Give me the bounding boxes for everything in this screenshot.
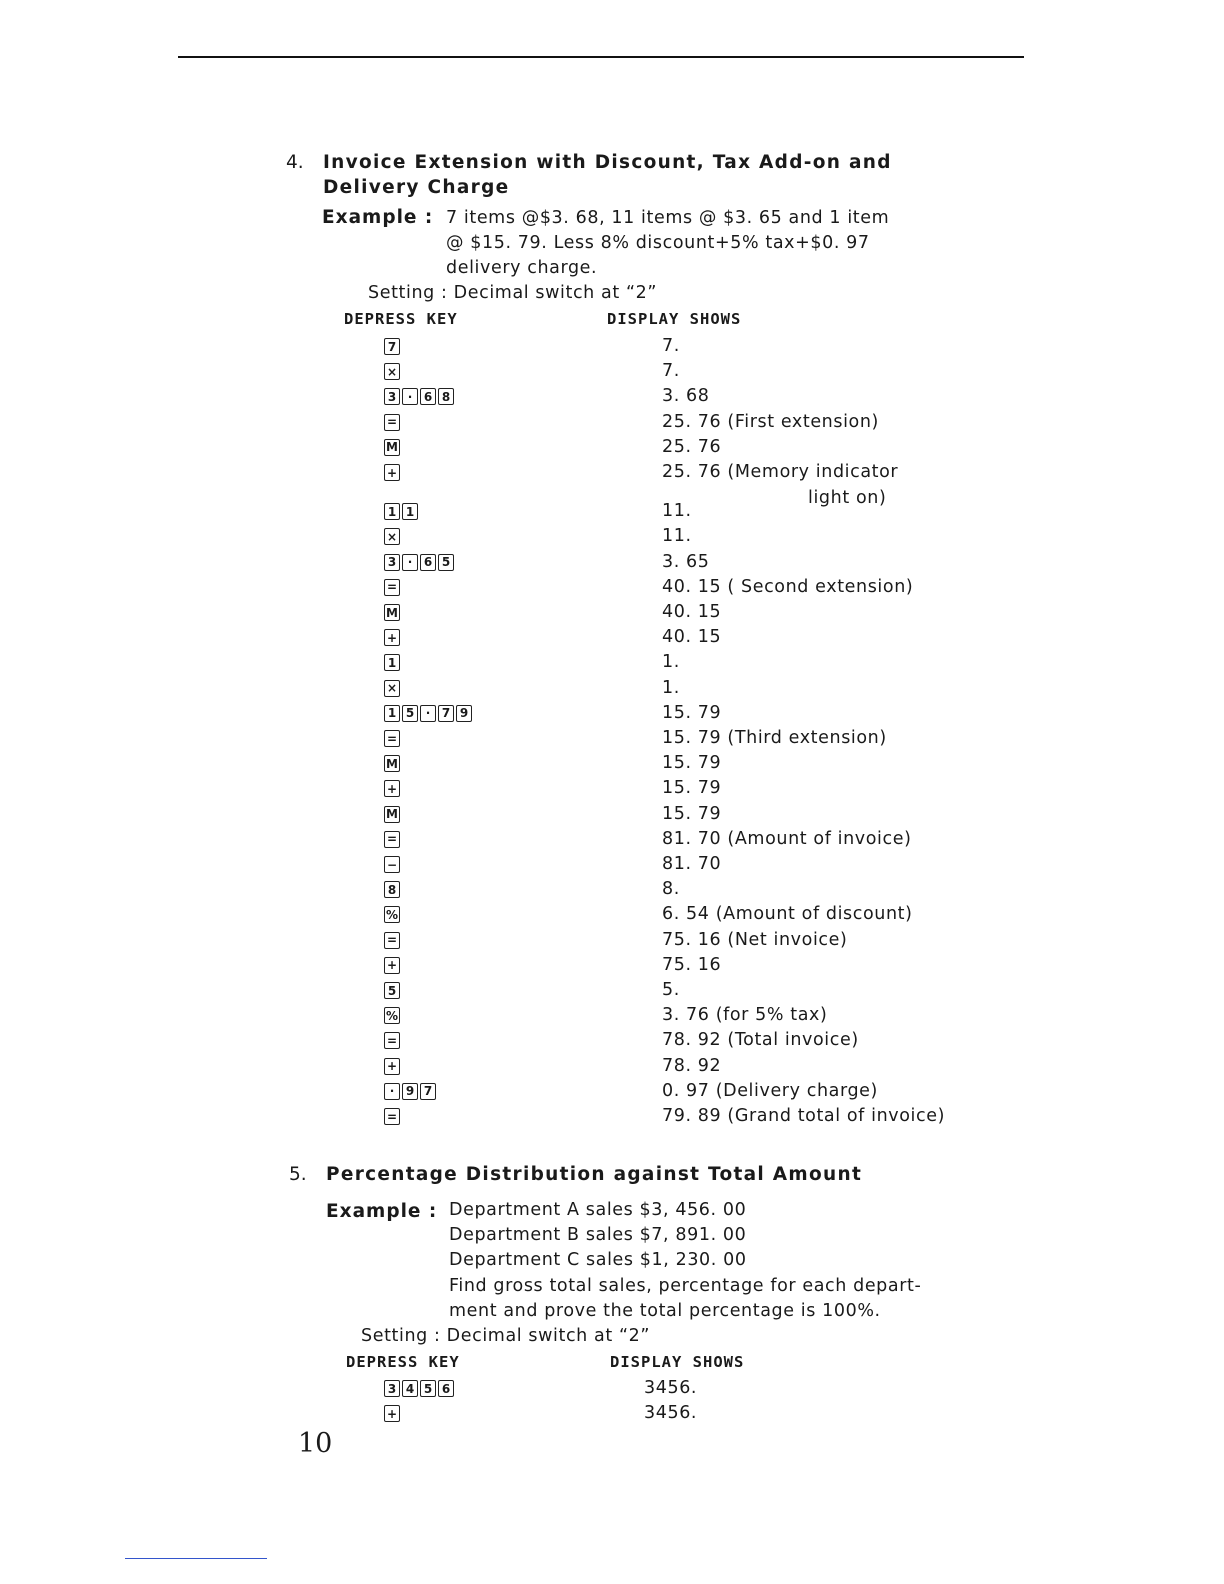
calculator-key: 5 <box>384 982 400 999</box>
key-row <box>0 600 1224 625</box>
key-sequence <box>384 410 400 435</box>
display-value: 81. 70 (Amount of invoice) <box>662 828 912 849</box>
display-value: 78. 92 (Total invoice) <box>662 1030 859 1051</box>
section5-example-line: Find gross total sales, percentage for each depart- <box>449 1275 922 1296</box>
key-sequence <box>384 928 400 953</box>
page-number: 10 <box>298 1428 333 1459</box>
section5-example-label: Example : <box>326 1201 438 1222</box>
display-value: 78. 92 <box>662 1055 722 1076</box>
calculator-key: 1 <box>402 503 418 520</box>
key-row <box>0 650 1224 675</box>
display-value: 3. 65 <box>662 551 710 572</box>
key-row <box>0 701 1224 726</box>
key-row <box>0 852 1224 877</box>
display-value: 40. 15 <box>662 627 722 648</box>
key-row <box>0 1028 1224 1053</box>
key-row <box>0 676 1224 701</box>
section4-example-label: Example : <box>322 207 434 228</box>
section5-depress-key-header: DEPRESS KEY <box>346 1353 460 1371</box>
calculator-key: 5 <box>438 554 454 571</box>
key-row <box>0 1054 1224 1079</box>
bottom-rule <box>125 1558 267 1559</box>
calculator-key: 8 <box>438 388 454 405</box>
key-sequence <box>384 435 400 460</box>
calculator-key: = <box>384 831 400 848</box>
key-sequence <box>384 1028 400 1053</box>
key-sequence <box>384 1376 454 1401</box>
display-value: 11. <box>662 501 692 522</box>
section5-example-line: Department A sales $3, 456. 00 <box>449 1200 747 1220</box>
key-sequence <box>384 802 400 827</box>
calculator-key: 5 <box>402 705 418 722</box>
section5-display-header: DISPLAY SHOWS <box>610 1353 745 1371</box>
display-value: 15. 79 (Third extension) <box>662 728 887 748</box>
key-row <box>0 384 1224 409</box>
key-sequence <box>384 460 400 485</box>
calculator-key: M <box>384 604 400 621</box>
display-value: 11. <box>662 526 692 547</box>
display-value: 25. 76 (Memory indicator <box>662 462 899 482</box>
display-value: 0. 97 (Delivery charge) <box>662 1080 878 1101</box>
key-sequence <box>384 625 400 650</box>
section4-example-text <box>446 206 889 282</box>
calculator-key: + <box>384 1405 400 1422</box>
key-row <box>0 953 1224 978</box>
calculator-key: + <box>384 464 400 481</box>
display-value: 15. 79 <box>662 753 722 774</box>
calculator-key: 3 <box>384 1380 400 1397</box>
calculator-key: = <box>384 414 400 431</box>
display-value: 25. 76 <box>662 436 722 457</box>
key-sequence <box>384 751 400 776</box>
calculator-key: · <box>384 1083 400 1100</box>
key-row <box>0 1401 1224 1426</box>
calculator-key: × <box>384 363 400 380</box>
key-sequence <box>384 1054 400 1079</box>
display-value: 1. <box>662 652 680 673</box>
display-value: 75. 16 <box>662 954 722 975</box>
key-sequence <box>384 1104 400 1129</box>
calculator-key: % <box>385 1008 399 1023</box>
calculator-key: 6 <box>420 388 436 405</box>
key-sequence <box>384 978 400 1003</box>
key-row <box>0 460 1224 485</box>
key-row <box>0 435 1224 460</box>
display-value: 7. <box>662 361 680 382</box>
key-row <box>0 928 1224 953</box>
key-sequence <box>384 334 400 359</box>
key-row <box>0 625 1224 650</box>
key-row <box>0 524 1224 549</box>
key-row <box>0 575 1224 600</box>
key-sequence <box>384 575 400 600</box>
calculator-key: · <box>402 388 418 405</box>
key-row <box>0 359 1224 384</box>
key-row <box>0 1376 1224 1401</box>
calculator-key: 3 <box>384 388 400 405</box>
section4-number: 4. <box>286 152 304 173</box>
calculator-key: + <box>384 957 400 974</box>
section5-example-line: ment and prove the total percentage is 100%. <box>449 1300 881 1321</box>
calculator-key: 6 <box>438 1380 454 1397</box>
key-sequence <box>384 524 400 549</box>
section5-setting: Setting : Decimal switch at “2” <box>361 1326 651 1346</box>
calculator-key: − <box>384 856 400 873</box>
display-value: 7. <box>662 336 680 356</box>
memory-indicator-note: light on) <box>808 488 887 508</box>
display-value: 5. <box>662 980 680 1000</box>
calculator-key: 3 <box>384 554 400 571</box>
key-row <box>0 978 1224 1003</box>
display-value: 81. 70 <box>662 854 722 874</box>
key-sequence <box>384 384 454 409</box>
calculator-key: 1 <box>384 705 400 722</box>
key-sequence <box>384 701 472 726</box>
calculator-key: = <box>384 932 400 949</box>
key-row <box>0 902 1224 927</box>
display-value: 25. 76 (First extension) <box>662 411 879 432</box>
key-sequence <box>384 676 400 701</box>
key-sequence <box>384 726 400 751</box>
display-value: 79. 89 (Grand total of invoice) <box>662 1106 945 1126</box>
section5-example-text <box>449 1198 921 1324</box>
key-sequence <box>384 1003 400 1028</box>
calculator-key: · <box>420 705 436 722</box>
calculator-key: = <box>384 579 400 596</box>
section5-title: Percentage Distribution against Total Amount <box>326 1164 863 1185</box>
display-value: 1. <box>662 677 680 698</box>
section5-number: 5. <box>289 1164 307 1185</box>
display-value: 6. 54 (Amount of discount) <box>662 904 913 925</box>
key-sequence <box>384 650 400 675</box>
calculator-key: 4 <box>402 1380 418 1397</box>
key-sequence <box>384 1401 400 1426</box>
section4-depress-key-header: DEPRESS KEY <box>344 310 458 328</box>
key-row <box>0 751 1224 776</box>
key-sequence <box>384 499 418 524</box>
calculator-key: 7 <box>384 338 400 355</box>
calculator-key: + <box>384 629 400 646</box>
key-sequence <box>384 550 454 575</box>
display-value: 3456. <box>644 1403 698 1424</box>
calculator-key: = <box>384 730 400 747</box>
section4-example-line: delivery charge. <box>446 258 598 279</box>
key-row <box>0 1104 1224 1129</box>
key-sequence <box>384 600 400 625</box>
section4-title-line1: Invoice Extension with Discount, Tax Add-on and <box>323 152 892 173</box>
display-value: 8. <box>662 879 680 900</box>
key-sequence <box>384 776 400 801</box>
display-value: 3. 76 (for 5% tax) <box>662 1005 828 1026</box>
display-value: 75. 16 (Net invoice) <box>662 929 848 950</box>
calculator-key: = <box>384 1108 400 1125</box>
key-sequence <box>384 953 400 978</box>
key-sequence <box>384 359 400 384</box>
key-sequence <box>384 852 400 877</box>
calculator-key: % <box>385 907 399 922</box>
key-sequence <box>384 827 400 852</box>
calculator-key: 9 <box>402 1083 418 1100</box>
calculator-key: × <box>384 680 400 697</box>
key-sequence <box>384 1079 436 1104</box>
section5-example-line: Department C sales $1, 230. 00 <box>449 1250 747 1271</box>
key-row <box>0 827 1224 852</box>
calculator-key: × <box>384 528 400 545</box>
key-row <box>0 499 1224 524</box>
section5-example-line: Department B sales $7, 891. 00 <box>449 1225 747 1246</box>
key-row <box>0 726 1224 751</box>
key-row <box>0 1079 1224 1104</box>
calculator-key: 6 <box>420 554 436 571</box>
key-row <box>0 776 1224 801</box>
key-row <box>0 410 1224 435</box>
key-row <box>0 802 1224 827</box>
calculator-key: + <box>384 780 400 797</box>
display-value: 15. 79 <box>662 702 722 723</box>
calculator-key: 5 <box>420 1380 436 1397</box>
section4-display-header: DISPLAY SHOWS <box>607 310 742 328</box>
key-sequence <box>384 902 400 927</box>
display-value: 15. 79 <box>662 803 722 824</box>
display-value: 15. 79 <box>662 778 722 799</box>
section4-setting: Setting : Decimal switch at “2” <box>368 283 658 303</box>
key-row <box>0 550 1224 575</box>
display-value: 40. 15 <box>662 602 722 622</box>
key-row <box>0 1003 1224 1028</box>
display-value: 3. 68 <box>662 386 710 407</box>
display-value: 3456. <box>644 1378 698 1398</box>
calculator-key: 7 <box>438 705 454 722</box>
calculator-key: + <box>384 1058 400 1075</box>
calculator-key: = <box>384 1032 400 1049</box>
display-value: 40. 15 ( Second extension) <box>662 576 914 597</box>
calculator-key: M <box>384 806 400 823</box>
section4-example-line: @ $15. 79. Less 8% discount+5% tax+$0. 97 <box>446 233 870 254</box>
section4-example-line: 7 items @$3. 68, 11 items @ $3. 65 and 1 item <box>446 208 890 228</box>
calculator-key: 8 <box>384 881 400 898</box>
key-row <box>0 334 1224 359</box>
top-rule <box>178 56 1024 58</box>
calculator-key: · <box>402 554 418 571</box>
section4-title-line2: Delivery Charge <box>323 177 510 198</box>
calculator-key: 9 <box>456 705 472 722</box>
calculator-key: 1 <box>384 503 400 520</box>
calculator-key: M <box>384 439 400 456</box>
calculator-key: M <box>384 755 400 772</box>
key-row <box>0 877 1224 902</box>
key-sequence <box>384 877 400 902</box>
calculator-key: 1 <box>384 654 400 671</box>
calculator-key: 7 <box>420 1083 436 1100</box>
